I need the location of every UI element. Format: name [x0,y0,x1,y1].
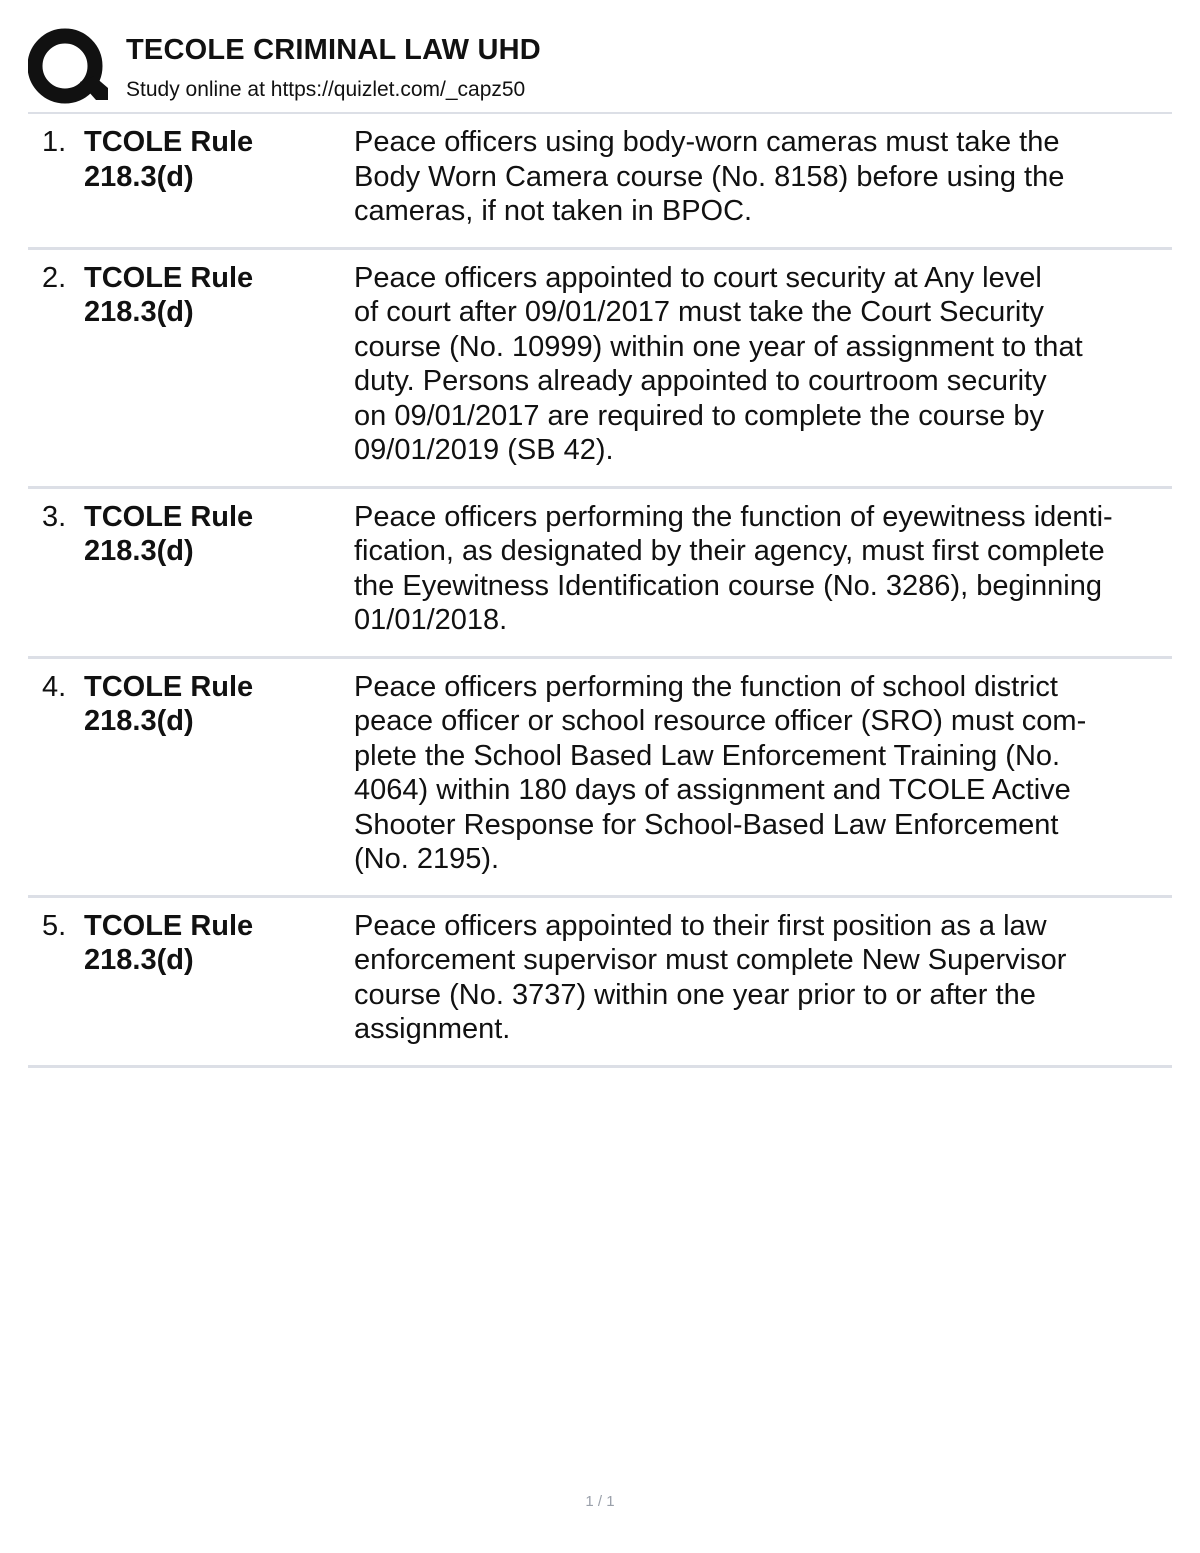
card-term [84,670,354,877]
card-term-line-2: 218.3(d) [84,160,194,193]
card-term-line-2: 218.3(d) [84,944,194,976]
card-definition: Peace officers performing the function of school district peace officer or school resource officer (SRO) must com- plete the School Based Law Enforcement Training (No. 4064) within 180 days of assignment and TCOLE Active Shooter Response for School-Based Law Enforcement (No. 2195). [354,670,1087,875]
card-definition: Peace officers appointed to their first position as a law enforcement supervisor must complete New Supervisor course (No. 3737) within one year prior to or after the assignment. [354,909,1067,1045]
card-term [84,909,354,1047]
flashcard-row [28,489,1172,659]
page-indicator: 1 / 1 [585,1493,615,1510]
card-term-line-2: 218.3(d) [84,705,194,737]
card-term-line-1: TCOLE Rule [84,261,254,294]
card-term-line-1: TCOLE Rule [84,126,254,158]
card-number: 2. [42,261,67,294]
card-definition: Peace officers using body-worn cameras must take the Body Worn Camera course (No. 8158) before using the cameras, if not taken in BPOC. [354,126,1065,227]
card-term-line-2: 218.3(d) [84,535,194,567]
flashcard-row [28,250,1172,489]
card-term-line-1: TCOLE Rule [84,500,254,533]
flashcard-row [28,898,1172,1068]
card-term-line-2: 218.3(d) [84,296,194,328]
flashcard-row [28,114,1172,250]
card-number: 4. [42,670,67,703]
card-definition: Peace officers performing the function of eyewitness identi- fication, as designated by their agency, must first complete the Eyewitness Identification course (No. 3286), beginning 01/01/2018. [354,500,1113,636]
card-number: 3. [42,500,67,533]
flashcard-row [28,659,1172,898]
card-term [84,125,354,229]
flashcard-list [28,114,1172,1068]
set-title: TECOLE CRIMINAL LAW UHD [126,34,541,66]
quizlet-q-logo-icon [28,28,108,108]
card-definition: Peace officers appointed to court security at Any level of court after 09/01/2017 must take the Court Security course (No. 10999) within one year of assignment to that duty. Persons already appointed to courtroom security on 09/01/2017 are required to complete the course by 09/01/2019 (SB 42). [354,261,1083,466]
card-term-line-1: TCOLE Rule [84,670,254,703]
document-header [28,28,1172,112]
card-term [84,261,354,468]
card-term [84,500,354,638]
card-term-line-1: TCOLE Rule [84,909,254,942]
card-number: 1. [42,126,67,158]
card-number: 5. [42,909,67,942]
study-online-link-text: Study online at https://quizlet.com/_capz50 [126,78,526,101]
